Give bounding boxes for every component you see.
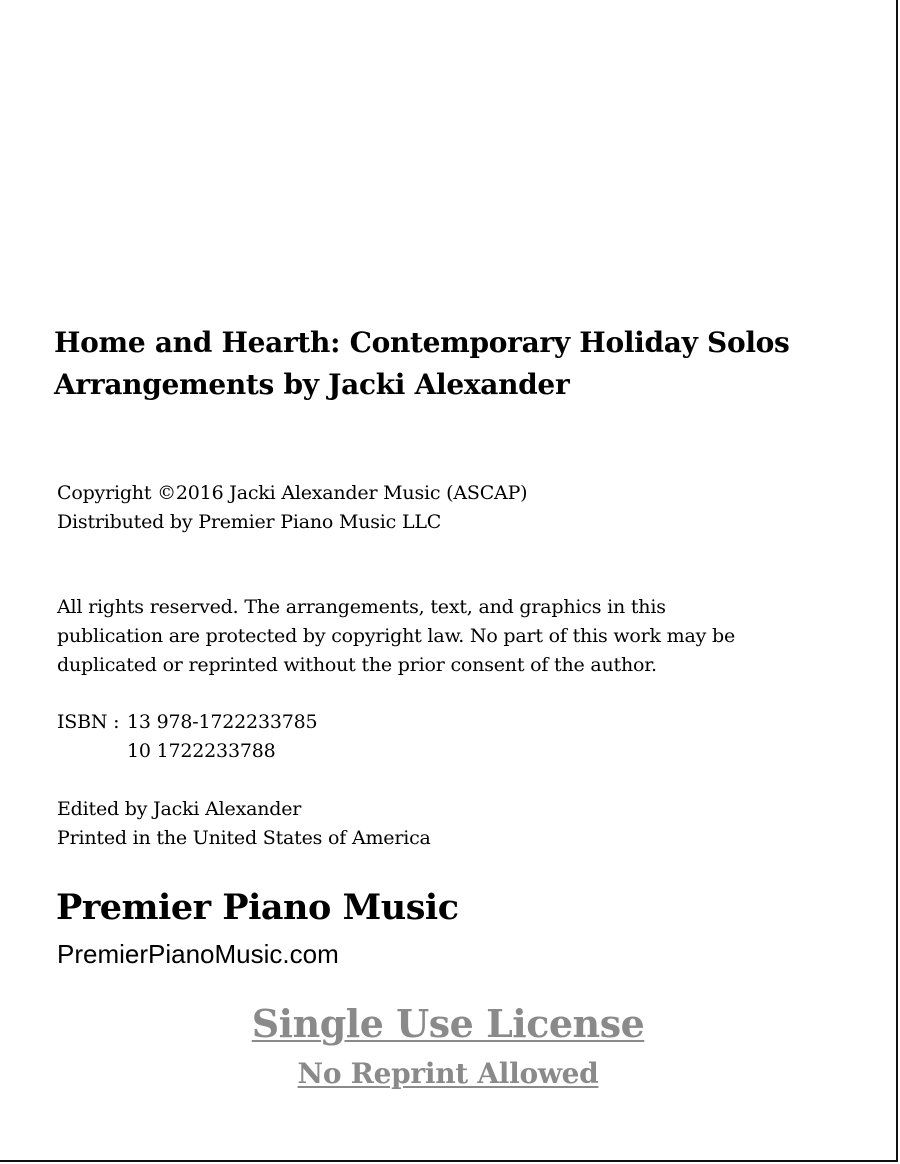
isbn-label: ISBN : [57,711,120,733]
edited-by: Edited by Jacki Alexander [57,798,302,820]
printed-in: Printed in the United States of America [57,827,431,849]
publisher-name: Premier Piano Music [56,887,459,928]
isbn-13: 13 978-1722233785 [127,711,318,733]
rights-line-1: All rights reserved. The arrangements, text, and graphics in this [57,596,666,618]
book-title: Home and Hearth: Contemporary Holiday Solos [54,326,790,359]
copyright-block [57,479,527,537]
isbn-13-row [57,708,317,737]
book-title-block [54,322,790,406]
copyright-line: Copyright ©2016 Jacki Alexander Music (ASCAP) [57,482,528,504]
credits-block [57,795,431,853]
isbn-block [57,708,317,766]
license-subtitle: No Reprint Allowed [297,1057,599,1090]
rights-statement [57,593,735,680]
publisher-url: PremierPianoMusic.com [57,939,339,969]
distribution-line: Distributed by Premier Piano Music LLC [57,511,442,533]
rights-line-3: duplicated or reprinted without the prior consent of the author. [57,654,657,676]
rights-line-2: publication are protected by copyright law. No part of this work may be [57,625,735,647]
license-title: Single Use License [251,1001,645,1046]
book-subtitle: Arrangements by Jacki Alexander [54,368,570,401]
isbn-10: 10 1722233788 [127,740,276,762]
